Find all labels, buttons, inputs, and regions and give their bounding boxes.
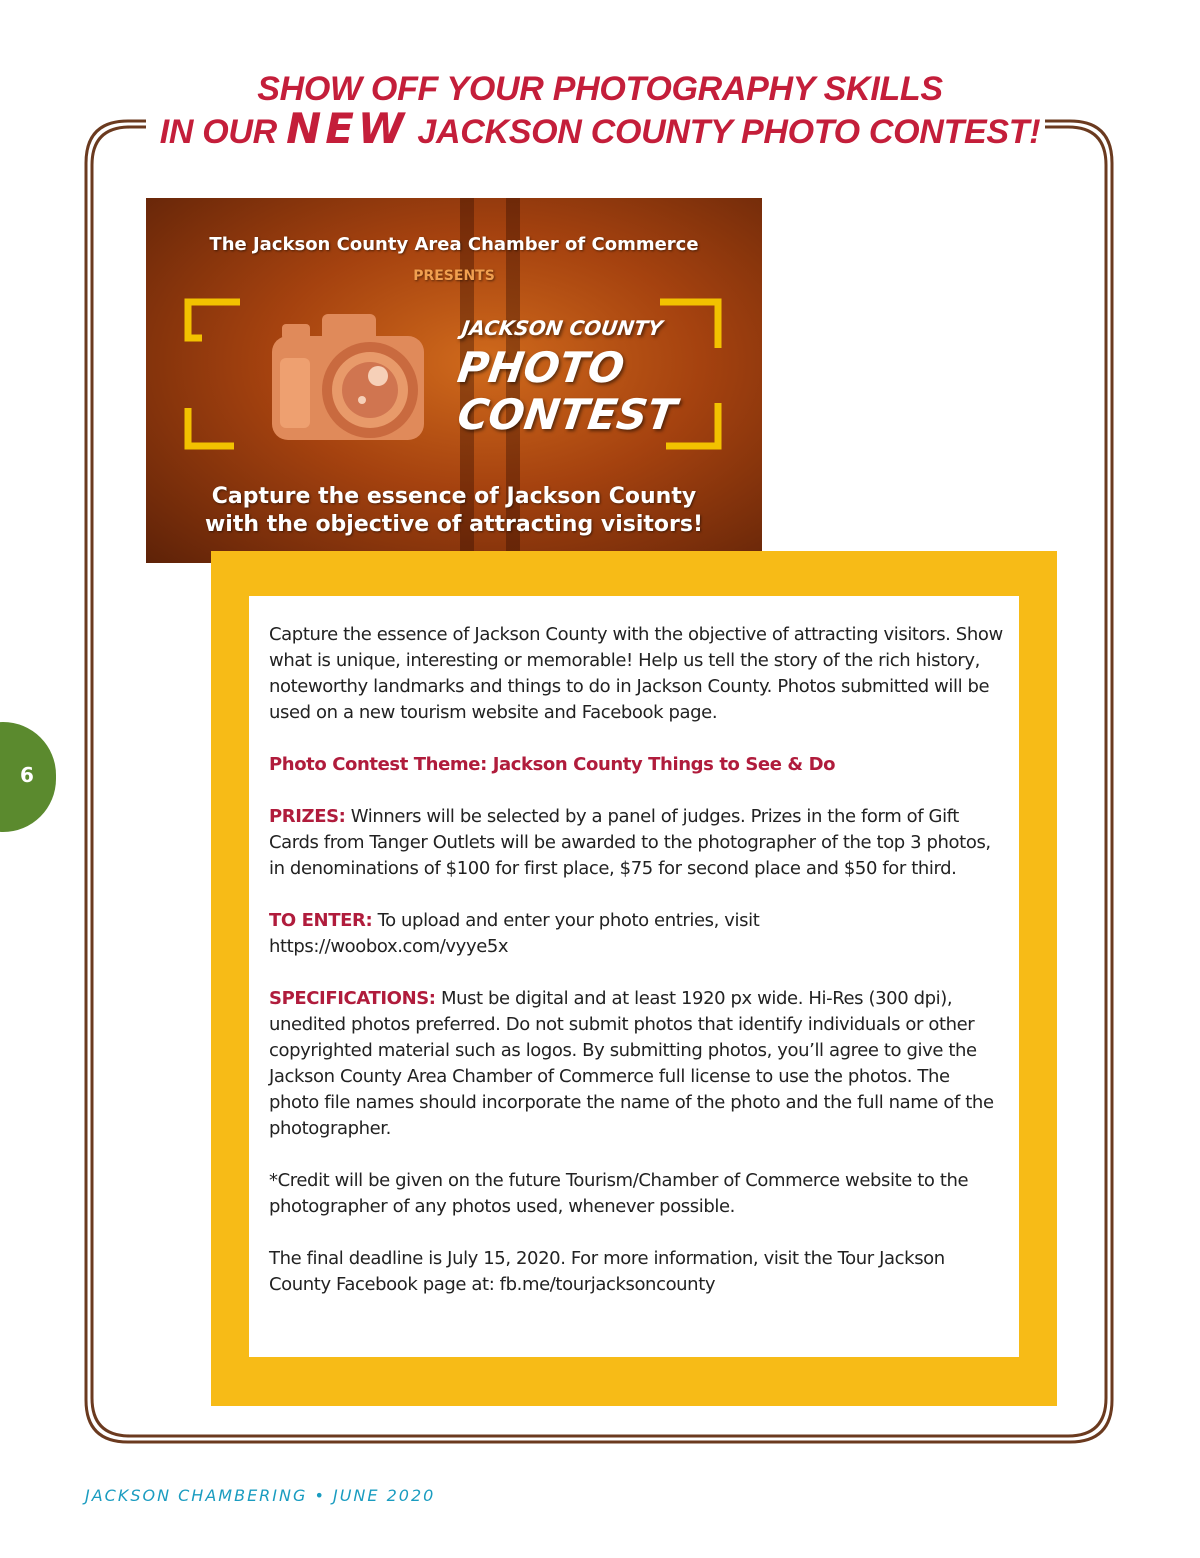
contest-banner bbox=[146, 198, 762, 563]
banner-title: The Jackson County Area Chamber of Commerce bbox=[209, 234, 699, 255]
headline-prefix: IN OUR bbox=[159, 113, 277, 151]
enter-text: To upload and enter your photo entries, visit bbox=[377, 910, 760, 931]
contest-title-line-1: JACKSON COUNTY bbox=[460, 316, 665, 340]
banner-tagline-line-1: Capture the essence of Jackson County bbox=[211, 484, 697, 509]
intro-paragraph: Capture the essence of Jackson County with the objective of attracting visitors. Show what is unique, interesting or memorable! Help us tell the story of the rich history, noteworthy landmarks and things to do in Jackson County. Photos submitted will be used on a new tourism website and Facebook page. bbox=[269, 624, 1003, 723]
credit-paragraph: *Credit will be given on the future Tourism/Chamber of Commerce website to the photographer of any photos used, whenever possible. bbox=[269, 1170, 969, 1217]
page-number: 6 bbox=[20, 763, 34, 787]
specifications-paragraph bbox=[269, 986, 1004, 1142]
headline-line-1: SHOW OFF YOUR PHOTOGRAPHY SKILLS bbox=[257, 70, 943, 108]
contest-theme: Photo Contest Theme: Jackson County Things to See & Do bbox=[269, 754, 836, 775]
page-footer: JACKSON CHAMBERING • JUNE 2020 bbox=[85, 1486, 436, 1505]
camera-icon bbox=[272, 314, 426, 444]
prizes-paragraph bbox=[269, 804, 1004, 882]
headline-new-word: NEW bbox=[286, 104, 409, 153]
contest-details bbox=[269, 622, 1004, 1324]
banner-tagline-line-2: with the objective of attracting visitors! bbox=[204, 512, 704, 537]
headline-suffix: JACKSON COUNTY PHOTO CONTEST! bbox=[417, 113, 1041, 151]
deadline-paragraph: The final deadline is July 15, 2020. For more information, visit the Tour Jackson County Facebook page at: fb.me/tourjacksoncounty bbox=[269, 1248, 945, 1295]
banner-presents: PRESENTS bbox=[413, 268, 495, 284]
prizes-label: PRIZES: bbox=[269, 806, 346, 827]
enter-label: TO ENTER: bbox=[269, 910, 373, 931]
specifications-label: SPECIFICATIONS: bbox=[269, 988, 436, 1009]
prizes-text: Winners will be selected by a panel of judges. Prizes in the form of Gift Cards from Tanger Outlets will be awarded to the photographer of the top 3 photos, in denominations of $100 for first place, $75 for second place and $50 for third. bbox=[269, 806, 991, 879]
headline-line-2 bbox=[0, 104, 1200, 153]
enter-paragraph bbox=[269, 908, 1004, 960]
contest-title-line-2: PHOTO bbox=[454, 343, 628, 392]
specifications-text: Must be digital and at least 1920 px wide. Hi-Res (300 dpi), unedited photos preferred. Do not submit photos that identify individuals or other copyrighted material such as logos. By submitting photos, you’ll agree to give the Jackson County Area Chamber of Commerce full license to use the photos. The photo file names should incorporate the name of the photo and the full name of the photographer. bbox=[269, 988, 994, 1139]
entry-link[interactable]: https://woobox.com/vyye5x bbox=[269, 936, 509, 957]
contest-title-line-3: CONTEST bbox=[454, 390, 680, 439]
